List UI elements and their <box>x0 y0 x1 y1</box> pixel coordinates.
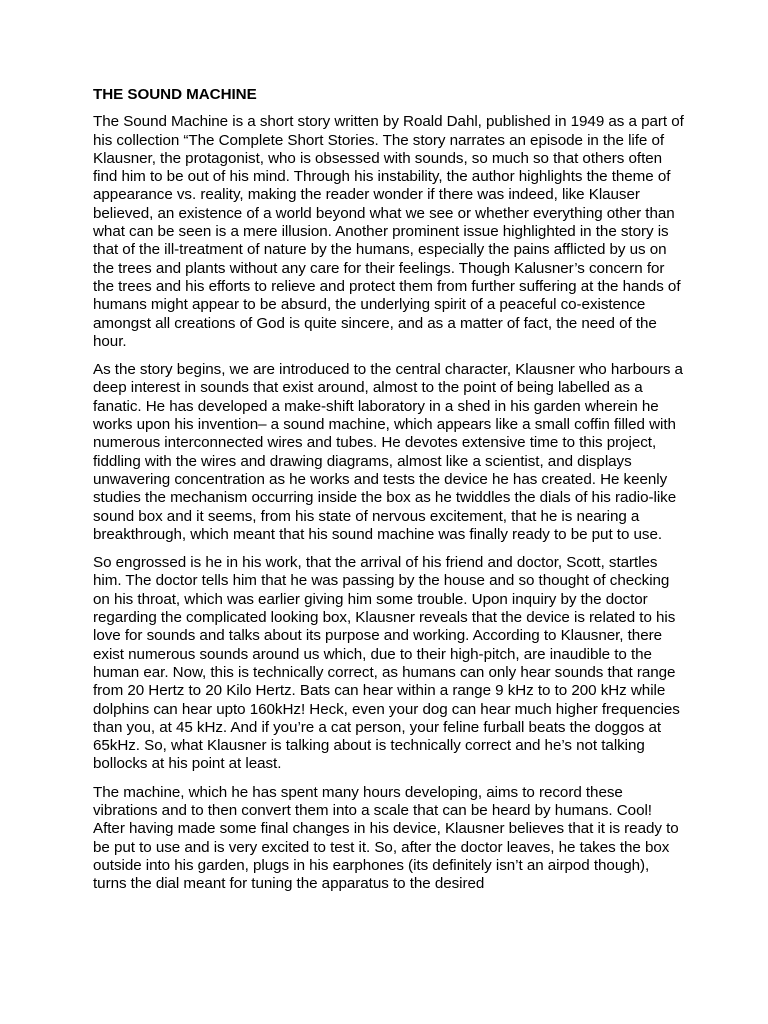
paragraph-story-begins: As the story begins, we are introduced to the central character, Klausner who harbours a deep interest in sounds that exist around, almost to the point of being labelled as a fanatic. He has developed a make-shift laboratory in a shed in his garden wherein he works upon his invention– a sound machine, which appears like a small coffin filled with numerous interconnected wires and tubes. He devotes extensive time to this project, fiddling with the wires and drawing diagrams, almost like a scientist, and displays unwavering concentration as he works and tests the device he has created. He keenly studies the mechanism occurring inside the box as he twiddles the dials of his radio-like sound box and it seems, from his state of nervous excitement, that he is nearing a breakthrough, which meant that his sound machine was finally ready to be put to use. <box>93 361 683 543</box>
paragraph-intro: The Sound Machine is a short story written by Roald Dahl, published in 1949 as a part of his collection “The Complete Short Stories. The story narrates an episode in the life of Klausner, the protagonist, who is obsessed with sounds, so much so that others often find him to be out of his mind. Through his instability, the author highlights the theme of appearance vs. reality, making the reader wonder if there was indeed, like Klauser believed, an existence of a world beyond what we see or whether everything other than what can be seen is a mere illusion. Another prominent issue highlighted in the story is that of the ill-treatment of nature by the humans, especially the pains afflicted by us on the trees and plants without any care for their feelings. Though Kalusner’s concern for the trees and his efforts to relieve and protect them from further suffering at the hands of humans might appear to be absurd, the underlying spirit of a peaceful co-existence amongst all creations of God is quite sincere, and as a matter of fact, the need of the hour. <box>93 113 684 350</box>
document-title: THE SOUND MACHINE <box>93 86 257 103</box>
paragraph-machine-test: The machine, which he has spent many hours developing, aims to record these vibrations and to then convert them into a scale that can be heard by humans. Cool! After having made some final changes in his device, Klausner believes that it is ready to be put to use and is very excited to test it. So, after the doctor leaves, he takes the box outside into his garden, plugs in his earphones (its definitely isn’t an airpod though), turns the dial meant for tuning the apparatus to the desired <box>93 783 679 893</box>
document-page <box>93 86 685 903</box>
paragraph-doctor-visit: So engrossed is he in his work, that the arrival of his friend and doctor, Scott, startles him. The doctor tells him that he was passing by the house and so thought of checking on his throat, which was earlier giving him some trouble. Upon inquiry by the doctor regarding the complicated looking box, Klausner reveals that the device is related to his love for sounds and talks about its purpose and working. According to Klausner, there exist numerous sounds around us which, due to their high-pitch, are inaudible to the human ear. Now, this is technically correct, as humans can only hear sounds that range from 20 Hertz to 20 Kilo Hertz. Bats can hear within a range 9 kHz to to 200 kHz while dolphins can hear upto 160kHz! Heck, even your dog can hear much higher frequencies than you, at 45 kHz. And if you’re a cat person, your feline furball beats the doggos at 65kHz. So, what Klausner is talking about is technically correct and he’s not talking bollocks at his point at least. <box>93 554 680 773</box>
